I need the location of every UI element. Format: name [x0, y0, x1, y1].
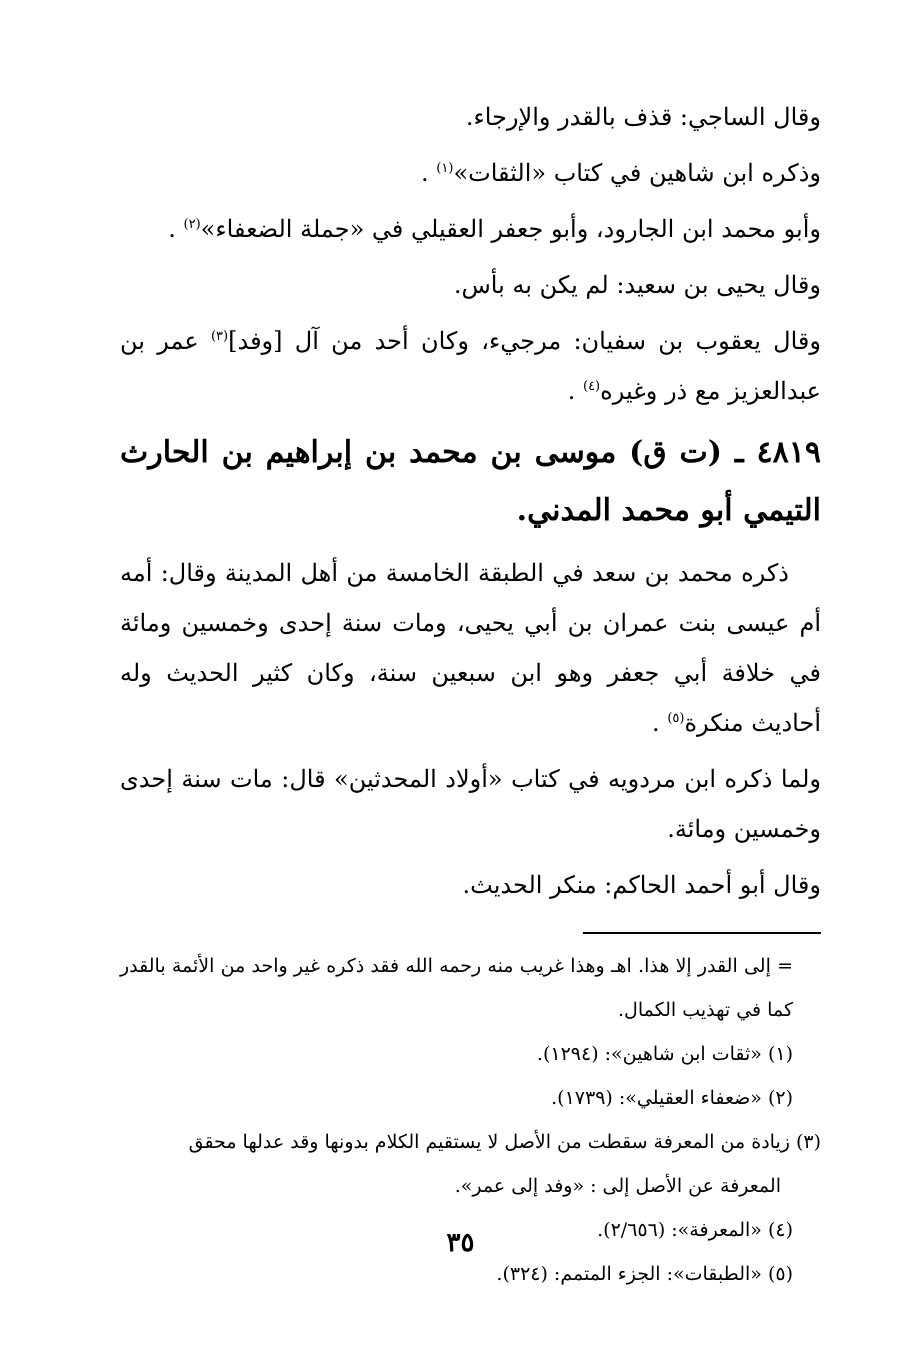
paragraph-text: وذكره ابن شاهين في كتاب «الثقات» [453, 159, 821, 187]
footnote-4: (٤) «المعرفة»: (٢/٦٥٦). [597, 1219, 793, 1241]
paragraph-text: . [652, 709, 668, 737]
paragraph-text: ولما ذكره ابن مردويه في كتاب «أولاد المحدثين» قال: مات سنة إحدى وخمسين ومائة. [120, 765, 821, 843]
paragraph-text: وأبو محمد ابن الجارود، وأبو جعفر العقيلي في «جملة الضعفاء» [200, 215, 821, 243]
paragraph-text: وقال يعقوب بن سفيان: مرجيء، وكان أحد من آل [وفد] [228, 327, 821, 355]
footnote-ref[interactable]: (٣) [210, 329, 229, 344]
paragraph-yahya [120, 260, 821, 310]
paragraph-hakim [120, 860, 821, 910]
paragraph-ibn-shahin [120, 148, 821, 198]
entry-heading: ٤٨١٩ ـ (ت ق) موسى بن محمد بن إبراهيم بن الحارث التيمي أبو محمد المدني. [120, 435, 821, 528]
footnote-3-continuation: المعرفة عن الأصل إلى : «وفد إلى عمر». [454, 1175, 781, 1197]
paragraph-text: . [421, 159, 437, 187]
footnote-5: (٥) «الطبقات»: الجزء المتمم: (٣٢٤). [496, 1263, 793, 1285]
paragraph-text: وقال الساجي: قذف بالقدر والإرجاء. [465, 103, 821, 131]
paragraph-text: . [567, 377, 583, 405]
paragraph-text: ذكره محمد بن سعد في الطبقة الخامسة من أهل المدينة وقال: أمه أم عيسى بنت عمران بن أبي يحيى، ومات سنة إحدى وخمسين ومائة في خلافة أبي جعفر وهو ابن سبعين سنة، وكان كثير الحديث وله أحاديث منكرة [120, 559, 821, 737]
footnote-ref[interactable]: (٥) [667, 711, 685, 726]
paragraph-sajī [120, 92, 821, 142]
footnote-ref[interactable]: (٢) [183, 217, 201, 232]
paragraph-text: . [168, 215, 184, 243]
paragraph-yaqub [120, 316, 821, 416]
paragraph-text: وقال أبو أحمد الحاكم: منكر الحديث. [462, 871, 821, 899]
paragraph-ibn-jarud [120, 204, 821, 254]
paragraph-ibn-marduyah [120, 754, 821, 854]
footnote-3: (٣) زيادة من المعرفة سقطت من الأصل لا يستقيم الكلام بدونها وقد عدلها محقق [188, 1131, 821, 1153]
footnote-2: (٢) «ضعفاء العقيلي»: (١٧٣٩). [551, 1087, 793, 1109]
footnote-ref[interactable]: (٤) [582, 379, 601, 394]
footnote-continuation: = إلى القدر إلا هذا. اهـ وهذا غريب منه رحمه الله فقد ذكره غير واحد من الأئمة بالقدر كما في تهذيب الكمال. [120, 955, 793, 1021]
footnote-divider [583, 932, 821, 934]
page-number: ٣٥ [446, 1228, 475, 1258]
footnote-ref[interactable]: (١) [436, 161, 454, 176]
paragraph-text: عمر بن عبدالعزيز مع ذر وغيره [120, 327, 821, 405]
paragraph-ibn-sad [120, 548, 821, 748]
footnote-1: (١) «ثقات ابن شاهين»: (١٢٩٤). [536, 1043, 793, 1065]
paragraph-text: وقال يحيى بن سعيد: لم يكن به بأس. [453, 271, 821, 299]
